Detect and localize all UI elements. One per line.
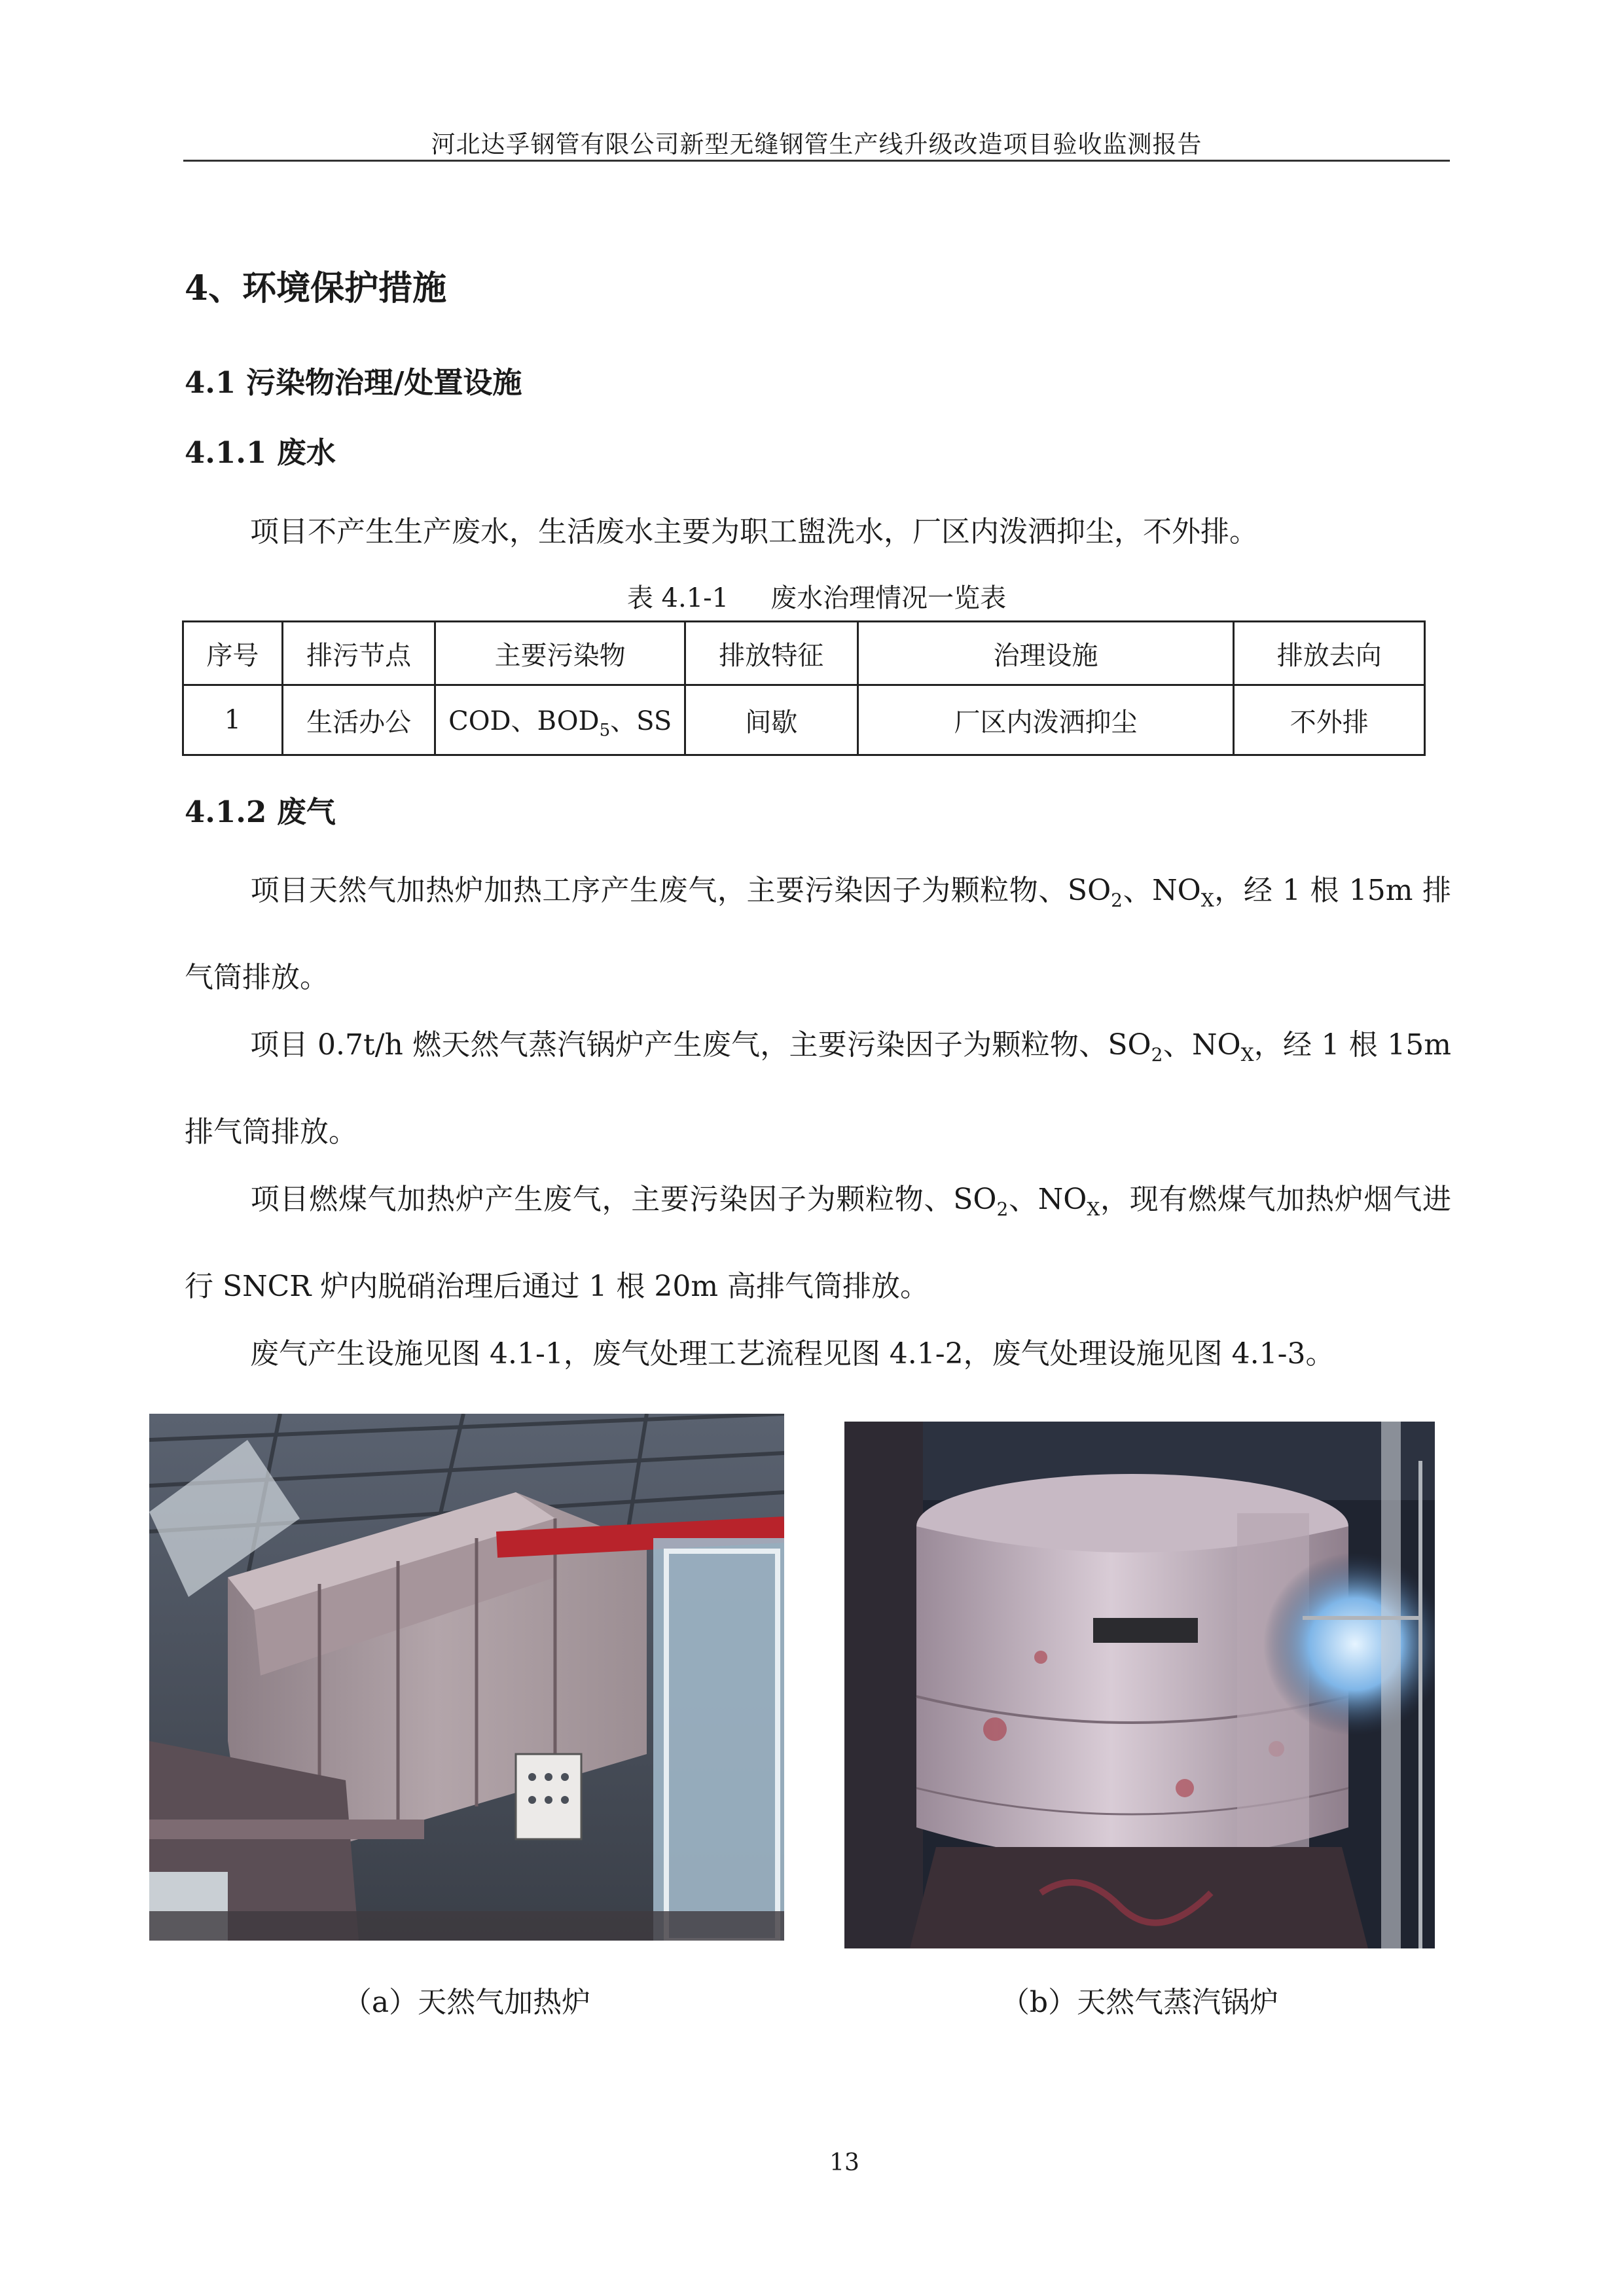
waste-gas-paragraph-4: 废气产生设施见图 4.1-1，废气处理工艺流程见图 4.1-2，废气处理设施见图 4.1-3。 <box>250 1337 1335 1371</box>
table-row <box>183 685 1425 755</box>
waste-gas-heading: 4.1.2 废气 <box>185 795 336 829</box>
cell-pollutants: COD、$BOD_5$、SS <box>435 685 685 755</box>
photo-gas-heating-furnace <box>149 1414 784 1941</box>
page-number: 13 <box>829 2149 859 2176</box>
header-cell: 主要污染物 <box>435 622 685 685</box>
figure-a-caption: （a）天然气加热炉 <box>342 1986 591 2019</box>
header-divider <box>183 160 1450 162</box>
header-cell: 排污节点 <box>282 622 435 685</box>
report-header: 河北达孚钢管有限公司新型无缝钢管生产线升级改造项目验收监测报告 <box>431 130 1202 158</box>
cell-destination: 不外排 <box>1234 685 1425 755</box>
header-cell: 序号 <box>183 622 283 685</box>
cell-node: 生活办公 <box>282 685 435 755</box>
subsection-title: 4.1 污染物治理/处置设施 <box>185 365 522 400</box>
header-cell: 排放特征 <box>685 622 857 685</box>
wastewater-paragraph: 项目不产生生产废水，生活废水主要为职工盥洗水，厂区内泼洒抑尘，不外排。 <box>250 515 1258 548</box>
figure-b-caption: （b）天然气蒸汽锅炉 <box>1000 1986 1279 2019</box>
cell-no: 1 <box>183 685 283 755</box>
table-header-row <box>183 622 1425 685</box>
wastewater-table <box>182 620 1426 756</box>
cell-feature: 间歇 <box>685 685 857 755</box>
header-cell: 治理设施 <box>857 622 1234 685</box>
waste-gas-paragraph-3: 项目燃煤气加热炉产生废气，主要污染因子为颗粒物、$SO_2$、$NO_X$，现有燃煤气加热炉烟气进行 SNCR 炉内脱硝治理后通过 1 根 20m 高排气筒排放。 <box>185 1183 1451 1303</box>
waste-gas-paragraph-1: 项目天然气加热炉加热工序产生废气，主要污染因子为颗粒物、$SO_2$、$NO_X$，经 1 根 15m 排气筒排放。 <box>185 874 1451 994</box>
wastewater-heading: 4.1.1 废水 <box>185 435 336 470</box>
header-cell: 排放去向 <box>1234 622 1425 685</box>
waste-gas-paragraph-2: 项目 0.7t/h 燃天然气蒸汽锅炉产生废气，主要污染因子为颗粒物、$SO_2$、$NO_X$，经 1 根 15m 排气筒排放。 <box>185 1028 1452 1149</box>
section-title: 4、环境保护措施 <box>185 268 447 308</box>
photo-gas-steam-boiler <box>844 1422 1435 1948</box>
table-caption: 表 4.1-1 废水治理情况一览表 <box>626 583 1007 613</box>
cell-facility: 厂区内泼洒抑尘 <box>857 685 1234 755</box>
